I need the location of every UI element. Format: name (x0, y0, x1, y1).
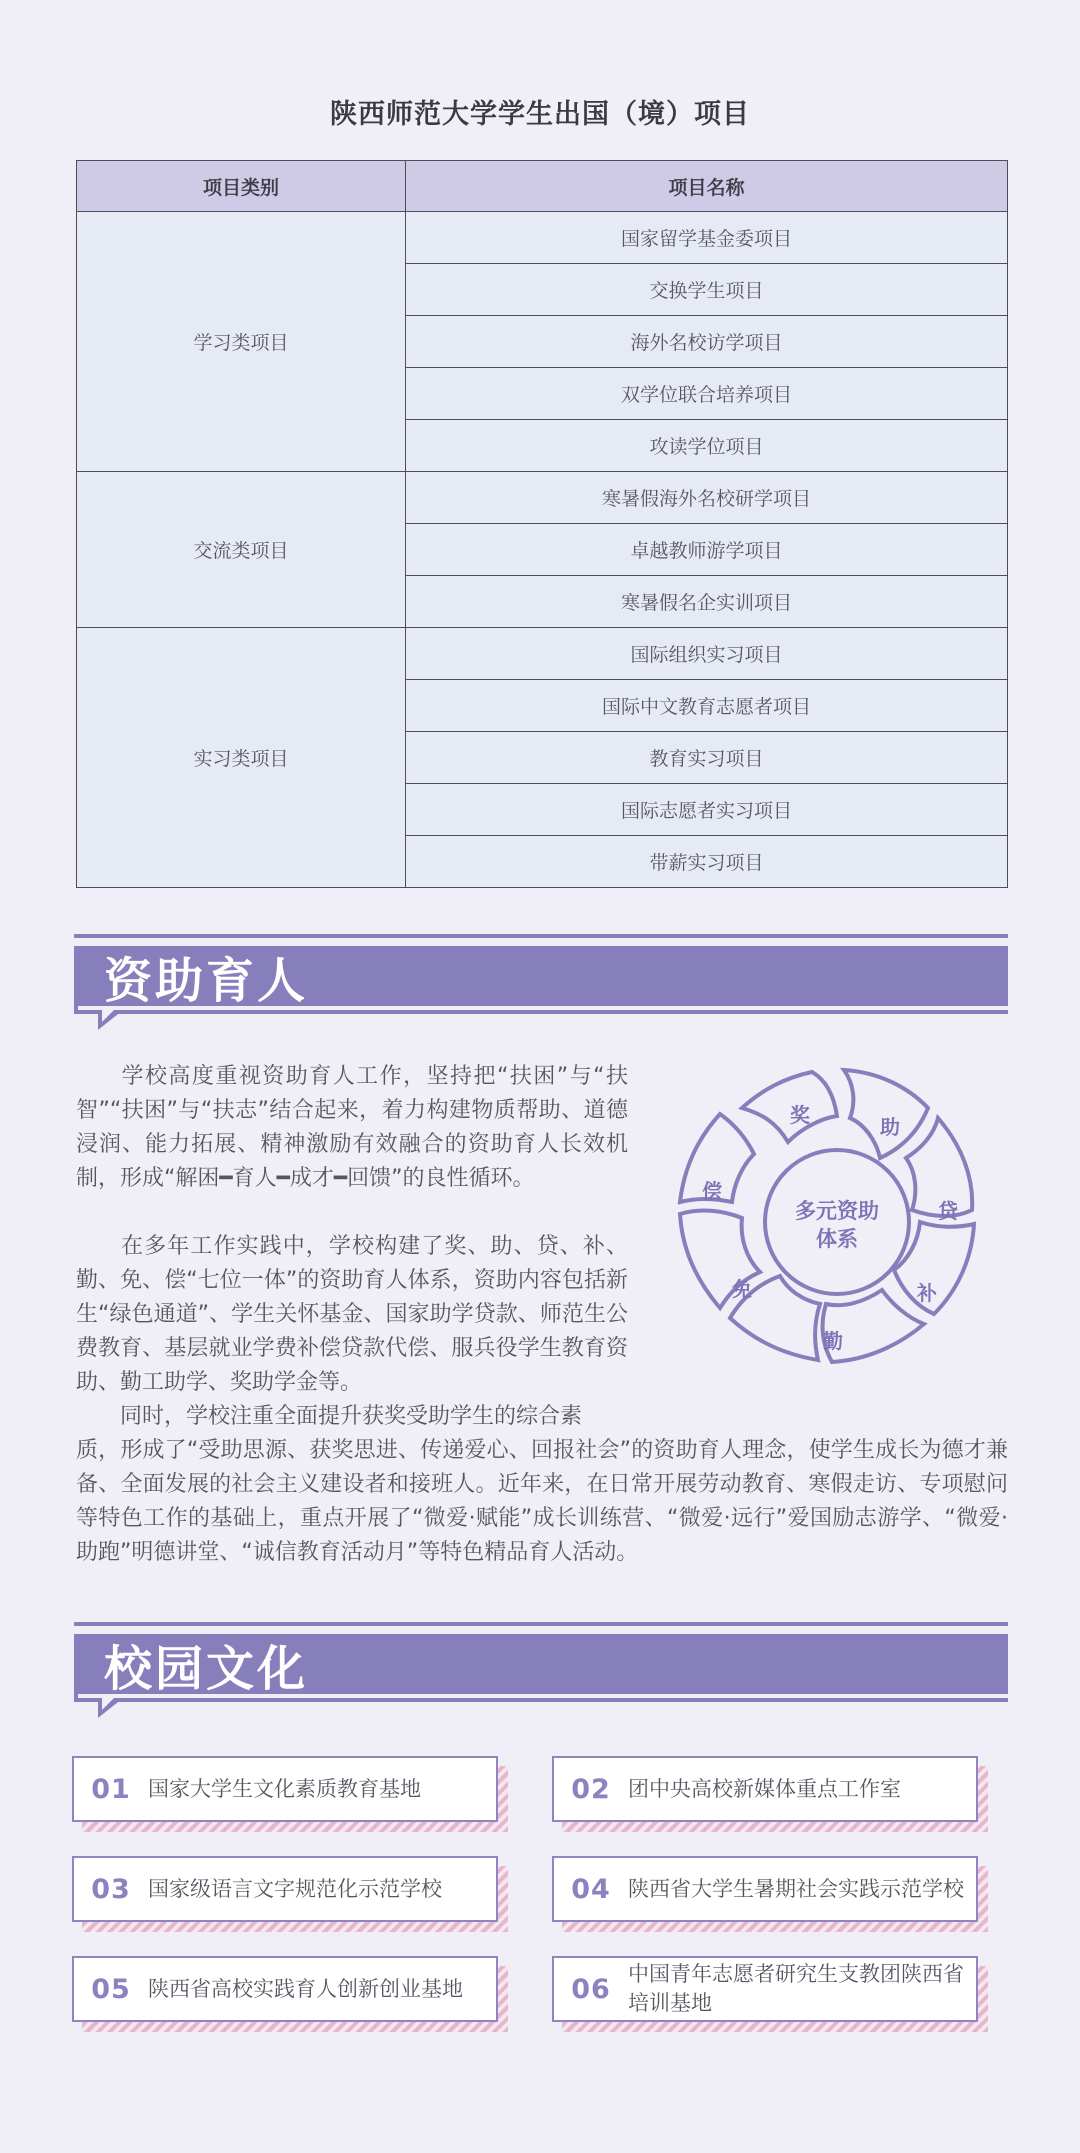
projects-table (76, 160, 1008, 888)
honor-card-04 (552, 1856, 978, 1922)
aid-banner (74, 934, 1008, 1030)
card-number: 01 (91, 1773, 131, 1805)
project-cell: 双学位联合培养项目 (406, 368, 1008, 420)
project-cell: 交换学生项目 (406, 264, 1008, 316)
project-cell: 国际组织实习项目 (406, 628, 1008, 680)
project-cell: 攻读学位项目 (406, 420, 1008, 472)
segment-label-mian: 免 (732, 1277, 752, 1301)
card-text: 陕西省大学生暑期社会实践示范学校 (628, 1876, 964, 1901)
segment-label-bu: 补 (917, 1281, 937, 1305)
center-label-1: 多元资助 (795, 1199, 879, 1223)
project-cell: 卓越教师游学项目 (406, 524, 1008, 576)
project-cell: 寒暑假名企实训项目 (406, 576, 1008, 628)
segment-label-chang: 偿 (702, 1179, 722, 1203)
card-text: 团中央高校新媒体重点工作室 (628, 1776, 901, 1801)
header-name: 项目名称 (406, 161, 1008, 212)
table-row (77, 628, 1008, 680)
category-cell: 学习类项目 (77, 212, 406, 472)
aid-system-diagram (672, 1062, 1002, 1392)
header-category: 项目类别 (77, 161, 406, 212)
segment-label-dai: 贷 (938, 1199, 958, 1223)
segment-label-jiang: 奖 (790, 1103, 810, 1127)
card-text: 国家级语言文字规范化示范学校 (148, 1876, 442, 1901)
honor-card-05 (72, 1956, 498, 2022)
project-cell: 寒暑假海外名校研学项目 (406, 472, 1008, 524)
aid-paragraph-3a: 同时，学校注重全面提升获奖受助学生的综合素 (120, 1404, 583, 1429)
honor-card-02 (552, 1756, 978, 1822)
culture-banner (74, 1622, 1008, 1718)
honor-card-06 (552, 1956, 978, 2022)
card-number: 04 (571, 1873, 611, 1905)
card-number: 06 (571, 1973, 611, 2005)
project-cell: 海外名校访学项目 (406, 316, 1008, 368)
card-text: 陕西省高校实践育人创新创业基地 (148, 1976, 463, 2001)
table-row (77, 472, 1008, 524)
card-number: 05 (91, 1973, 131, 2005)
honor-card-01 (72, 1756, 498, 1822)
category-cell: 交流类项目 (77, 472, 406, 628)
category-cell: 实习类项目 (77, 628, 406, 888)
culture-heading: 校园文化 (104, 1641, 309, 1697)
aid-paragraph-1: 学校高度重视资助育人工作，坚持把“扶困”与“扶智”“扶困”与“扶志”结合起来，着力构建物质帮助、道德浸润、能力拓展、精神激励有效融合的资助育人长效机制，形成“解困━育人━成才━回馈”的良性循环。 (76, 1064, 628, 1191)
segment-label-zhu: 助 (880, 1115, 900, 1139)
project-cell: 带薪实习项目 (406, 836, 1008, 888)
table-header-row (77, 161, 1008, 212)
table-row (77, 212, 1008, 264)
project-cell: 国际中文教育志愿者项目 (406, 680, 1008, 732)
center-label-2: 体系 (816, 1227, 858, 1251)
segment-label-qin: 勤 (823, 1329, 843, 1353)
honor-card-03 (72, 1856, 498, 1922)
card-text: 国家大学生文化素质教育基地 (148, 1776, 421, 1801)
project-cell: 教育实习项目 (406, 732, 1008, 784)
table-title: 陕西师范大学学生出国（境）项目 (330, 99, 750, 130)
aid-paragraph-3b: 质，形成了“受助思源、获奖思进、传递爱心、回报社会”的资助育人理念，使学生成长为德才兼备、全面发展的社会主义建设者和接班人。近年来，在日常开展劳动教育、寒假走访、专项慰问等特色工作的基础上，重点开展了“微爱·赋能”成长训练营、“微爱·远行”爱国励志游学、“微爱·助跑”明德讲堂、“诚信教育活动月”等特色精品育人活动。 (76, 1438, 1008, 1565)
card-text: 中国青年志愿者研究生支教团陕西省培训基地 (628, 1962, 964, 2015)
card-number: 03 (91, 1873, 131, 1905)
project-cell: 国家留学基金委项目 (406, 212, 1008, 264)
project-cell: 国际志愿者实习项目 (406, 784, 1008, 836)
ring-segment (844, 1070, 928, 1158)
aid-paragraph-2: 在多年工作实践中，学校构建了奖、助、贷、补、勤、免、偿“七位一体”的资助育人体系，资助内容包括新生“绿色通道”、学生关怀基金、国家助学贷款、师范生公费教育、基层就业学费补偿贷款代偿、服兵役学生教育资助、勤工助学、奖助学金等。 (76, 1234, 628, 1395)
card-number: 02 (571, 1773, 611, 1805)
aid-heading: 资助育人 (104, 953, 309, 1009)
